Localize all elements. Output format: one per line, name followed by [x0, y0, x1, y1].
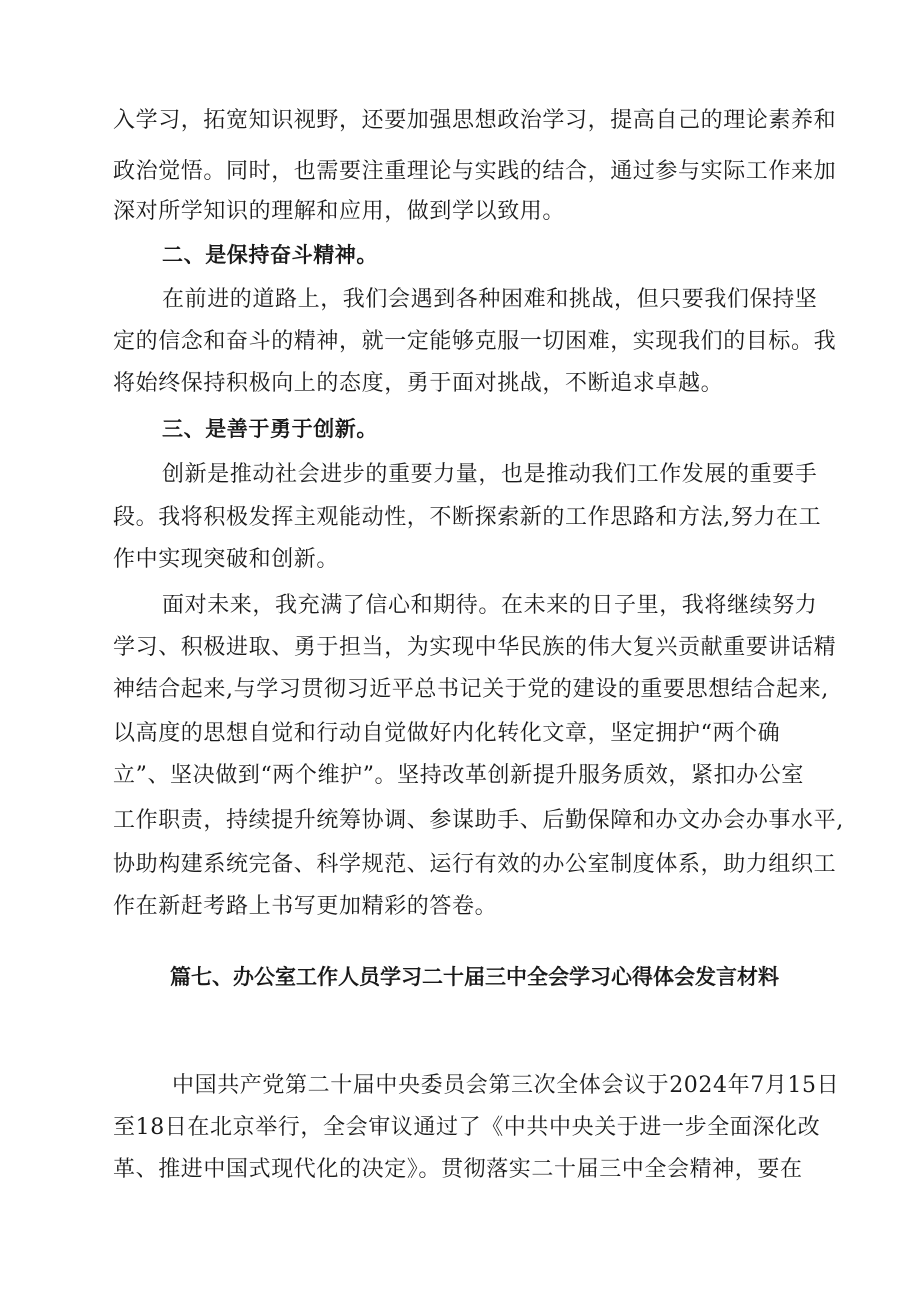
section-title: 篇七、办公室工作人员学习二十届三中全会学习心得体会发言材料	[170, 965, 779, 989]
paragraph-line: 入学习，拓宽知识视野，还要加强思想政治学习，提高自己的理论素养和	[113, 108, 837, 133]
paragraph-line: 创新是推动社会进步的重要力量，也是推动我们工作发展的重要手	[162, 462, 818, 487]
paragraph-line: 中国共产党第二十届中央委员会第三次全体会议于2024年7月15日	[172, 1073, 840, 1098]
paragraph-line: 学习、积极进取、勇于担当，为实现中华民族的伟大复兴贡献重要讲话精	[113, 635, 837, 660]
section-heading: 三、是善于勇于创新。	[162, 417, 378, 441]
paragraph-line: 立”、坚决做到“两个维护”。坚持改革创新提升服务质效，紧扣办公室	[113, 763, 804, 788]
paragraph-line: 工作职责，持续提升统筹协调、参谋助手、后勤保障和办文办会办事水平,	[113, 808, 844, 833]
paragraph-line: 深对所学知识的理解和应用，做到学以致用。	[113, 199, 566, 224]
paragraph-line: 至18日在北京举行，全会审议通过了《中共中央关于进一步全面深化改	[113, 1115, 821, 1140]
paragraph-line: 作中实现突破和创新。	[113, 547, 340, 572]
paragraph-line: 面对未来，我充满了信心和期待。在未来的日子里，我将继续努力	[162, 593, 818, 618]
paragraph-line: 神结合起来,与学习贯彻习近平总书记关于党的建设的重要思想结合起来,	[113, 677, 829, 702]
paragraph-line: 将始终保持积极向上的态度，勇于面对挑战，不断追求卓越。	[113, 371, 724, 396]
paragraph-line: 政治觉悟。同时，也需要注重理论与实践的结合，通过参与实际工作来加	[113, 159, 837, 184]
paragraph-line: 在前进的道路上，我们会遇到各种困难和挑战，但只要我们保持坚	[162, 287, 818, 312]
paragraph-line: 革、推进中国式现代化的决定》。贯彻落实二十届三中全会精神，要在	[113, 1157, 803, 1182]
paragraph-line: 作在新赶考路上书写更加精彩的答卷。	[113, 894, 498, 919]
paragraph-line: 协助构建系统完备、科学规范、运行有效的办公室制度体系，助力组织工	[113, 852, 837, 877]
paragraph-line: 段。我将积极发挥主观能动性，不断探索新的工作思路和方法,努力在工	[113, 505, 822, 530]
section-heading: 二、是保持奋斗精神。	[162, 243, 378, 267]
paragraph-line: 定的信念和奋斗的精神，就一定能够克服一切困难，实现我们的目标。我	[113, 329, 837, 354]
paragraph-line: 以高度的思想自觉和行动自觉做好内化转化文章，坚定拥护“两个确	[113, 721, 781, 746]
